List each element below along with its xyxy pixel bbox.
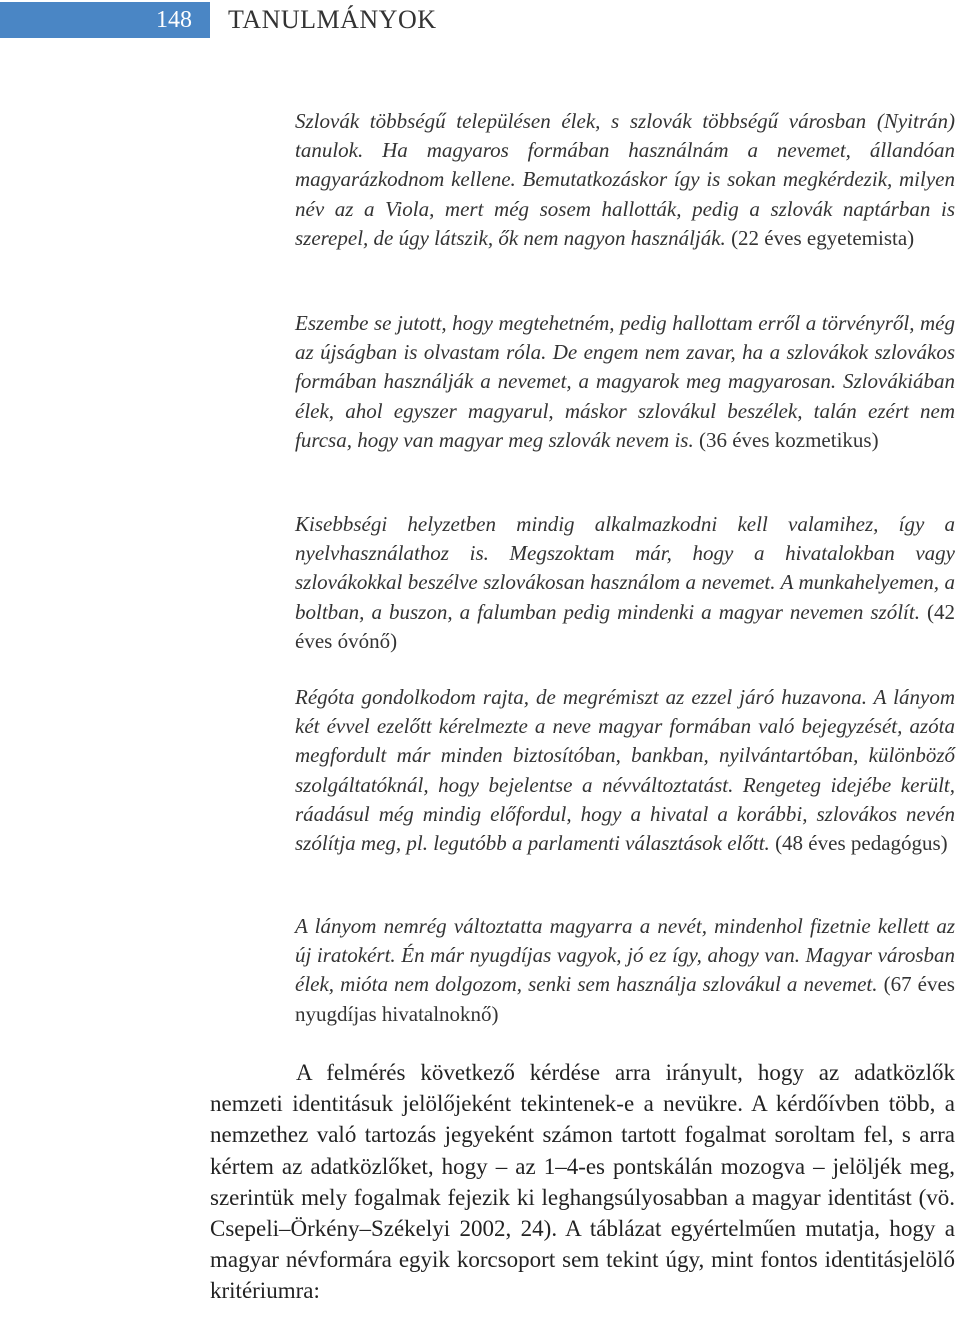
interview-quote-4	[295, 683, 955, 858]
quote-attribution: (48 éves pedagógus)	[769, 831, 948, 856]
interview-quote-1	[295, 107, 955, 253]
section-title: TANULMÁNYOK	[228, 5, 437, 34]
quote-text: Eszembe se jutott, hogy megtehetném, pedig hallottam erről a törvényről, még az újságban is olvastam róla. De engem nem zavar, ha a szlovákok szlovákos formában használják a nevemet, a magyarok meg magyarosan. Szlovákiában élek, ahol egyszer magyarul, máskor szlovákul beszélek, talán ezért nem furcsa, hogy van magyar meg szlovák nevem is.	[295, 311, 955, 452]
body-paragraph: A felmérés következő kérdése arra irányult, hogy az adatközlők nemzeti identitásuk jelölőjeként tekintenek-e a nevükre. A kérdőívben több, a nemzethez való tartozás jegyeként számon tartott fogalmat soroltam fel, s arra kértem az adatközlőket, hogy – az 1–4-es pontskálán mozogva – jelöljék meg, szerintük mely fogalmak fejezik ki leghangsúlyosabban a magyar identitást (vö. Csepeli–Örkény–Székelyi 2002, 24). A táblázat egyértelműen mutatja, hogy a magyar névformára egyik korcsoport sem tekint úgy, mint fontos identitásjelölő kritériumra:	[210, 1060, 955, 1304]
quote-attribution: (36 éves kozmetikus)	[693, 427, 879, 452]
interview-quote-5	[295, 912, 955, 1029]
quote-attribution: (42 éves óvónő)	[295, 599, 956, 653]
page-number: 148	[0, 2, 210, 38]
quote-text: Szlovák többségű településen élek, s szlovák többségű városban (Nyitrán) tanulok. Ha magyaros formában használnám a nevemet, állandóan magyarázkodnom kellene. Bemutatkozáskor így is sokan megkérdezik, milyen név az a Viola, mert még sosem hallották, pedig a szlovák naptárban is szerepel, de úgy látszik, ők nem nagyon használják.	[295, 109, 955, 250]
page-header	[0, 0, 960, 40]
interview-quote-2	[295, 309, 955, 455]
interview-quote-3	[295, 510, 955, 656]
quote-attribution: (22 éves egyetemista)	[725, 225, 915, 250]
quote-attribution: (67 éves nyugdíjas hivatalnoknő)	[295, 972, 955, 1026]
quote-text: A lányom nemrég változtatta magyarra a nevét, mindenhol fizetnie kellett az új iratokért. Én már nyugdíjas vagyok, jó ez így, ahogy van. Magyar városban élek, mióta nem dolgozom, senki sem használja szlovákul a nevemet.	[295, 914, 955, 997]
quote-text: Kisebbségi helyzetben mindig alkalmazkodni kell valamihez, így a nyelvhasználathoz is. Megszoktam már, hogy a hivatalokban vagy szlovákokkal beszélve szlovákosan használom a nevemet. A munkahelyemen, a boltban, a buszon, a falumban pedig mindenki a magyar nevemen szólít.	[295, 512, 955, 624]
quote-text: Régóta gondolkodom rajta, de megrémiszt az ezzel járó huzavona. A lányom két évvel ezelőtt kérelmezte a neve magyar formában való bejegyzését, azóta megfordult már minden biztosítóban, bankban, nyilvántartóban, különböző szolgáltatóknál, hogy bejelentse a névváltoztatást. Rengeteg idejébe került, ráadásul még mindig előfordul, hogy a hivatal a korábbi, szlovákos nevén szólítja meg, pl. legutóbb a parlamenti választások előtt.	[295, 685, 955, 856]
